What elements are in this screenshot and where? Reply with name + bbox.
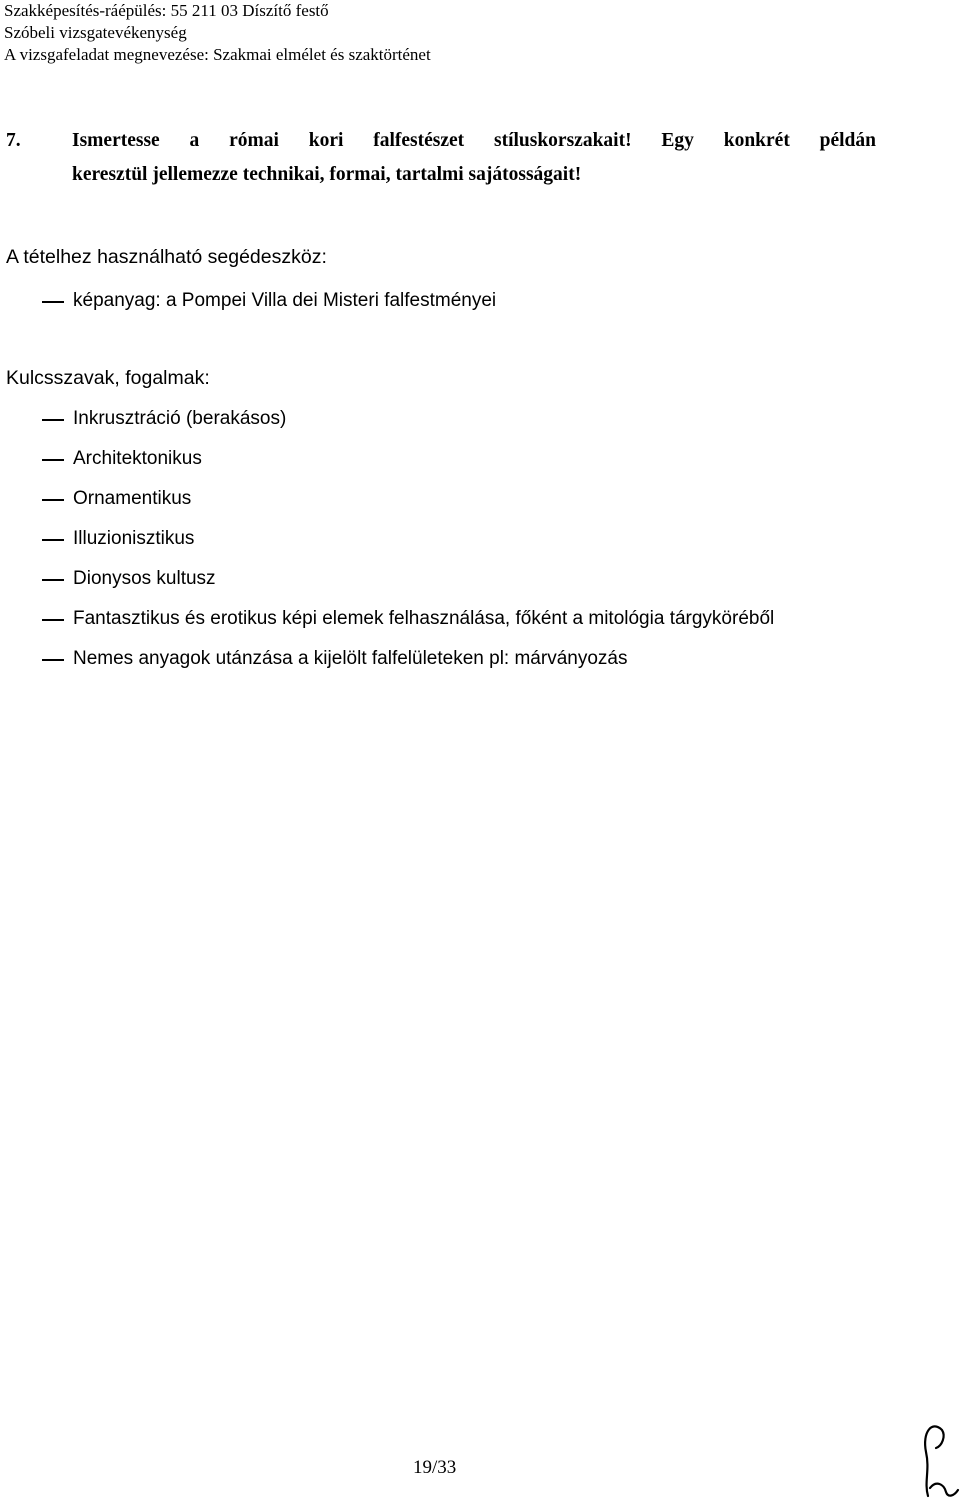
list-item-text: Architektonikus (73, 448, 202, 469)
header-task-name: A vizsgafeladat megnevezése: Szakmai elmélet és szaktörténet (4, 45, 431, 64)
task-question-line-1: Ismertesse a római kori falfestészet stíluskorszakait! Egy konkrét példán (72, 130, 876, 151)
signature-mark (912, 1418, 960, 1500)
header-activity: Szóbeli vizsgatevékenység (4, 23, 187, 42)
list-item-text: Fantasztikus és erotikus képi elemek felhasználása, főként a mitológia tárgyköréből (73, 608, 775, 629)
keywords-label: Kulcsszavak, fogalmak: (6, 367, 210, 389)
dash-bullet (42, 579, 64, 581)
dash-bullet (42, 419, 64, 421)
list-item-text: Dionysos kultusz (73, 568, 216, 589)
tools-label: A tételhez használható segédeszköz: (6, 246, 327, 268)
dash-bullet (42, 301, 64, 303)
dash-bullet (42, 619, 64, 621)
list-item-text: Nemes anyagok utánzása a kijelölt falfelületeken pl: márványozás (73, 648, 628, 669)
header-qualification: Szakképesítés-ráépülés: 55 211 03 Díszítő festő (4, 1, 329, 20)
dash-bullet (42, 499, 64, 501)
list-item-text: képanyag: a Pompei Villa dei Misteri falfestményei (73, 290, 497, 311)
document-header (4, 0, 431, 66)
task-question-line-2: keresztül jellemezze technikai, formai, tartalmi sajátosságait! (72, 164, 582, 185)
list-item-text: Inkrusztráció (berakásos) (73, 408, 287, 429)
task-question (6, 124, 876, 192)
dash-bullet (42, 459, 64, 461)
list-item-text: Ornamentikus (73, 488, 192, 509)
dash-bullet (42, 659, 64, 661)
task-number: 7. (6, 130, 21, 151)
list-item-text: Illuzionisztikus (73, 528, 195, 549)
page-number: 19/33 (413, 1457, 457, 1478)
dash-bullet (42, 539, 64, 541)
